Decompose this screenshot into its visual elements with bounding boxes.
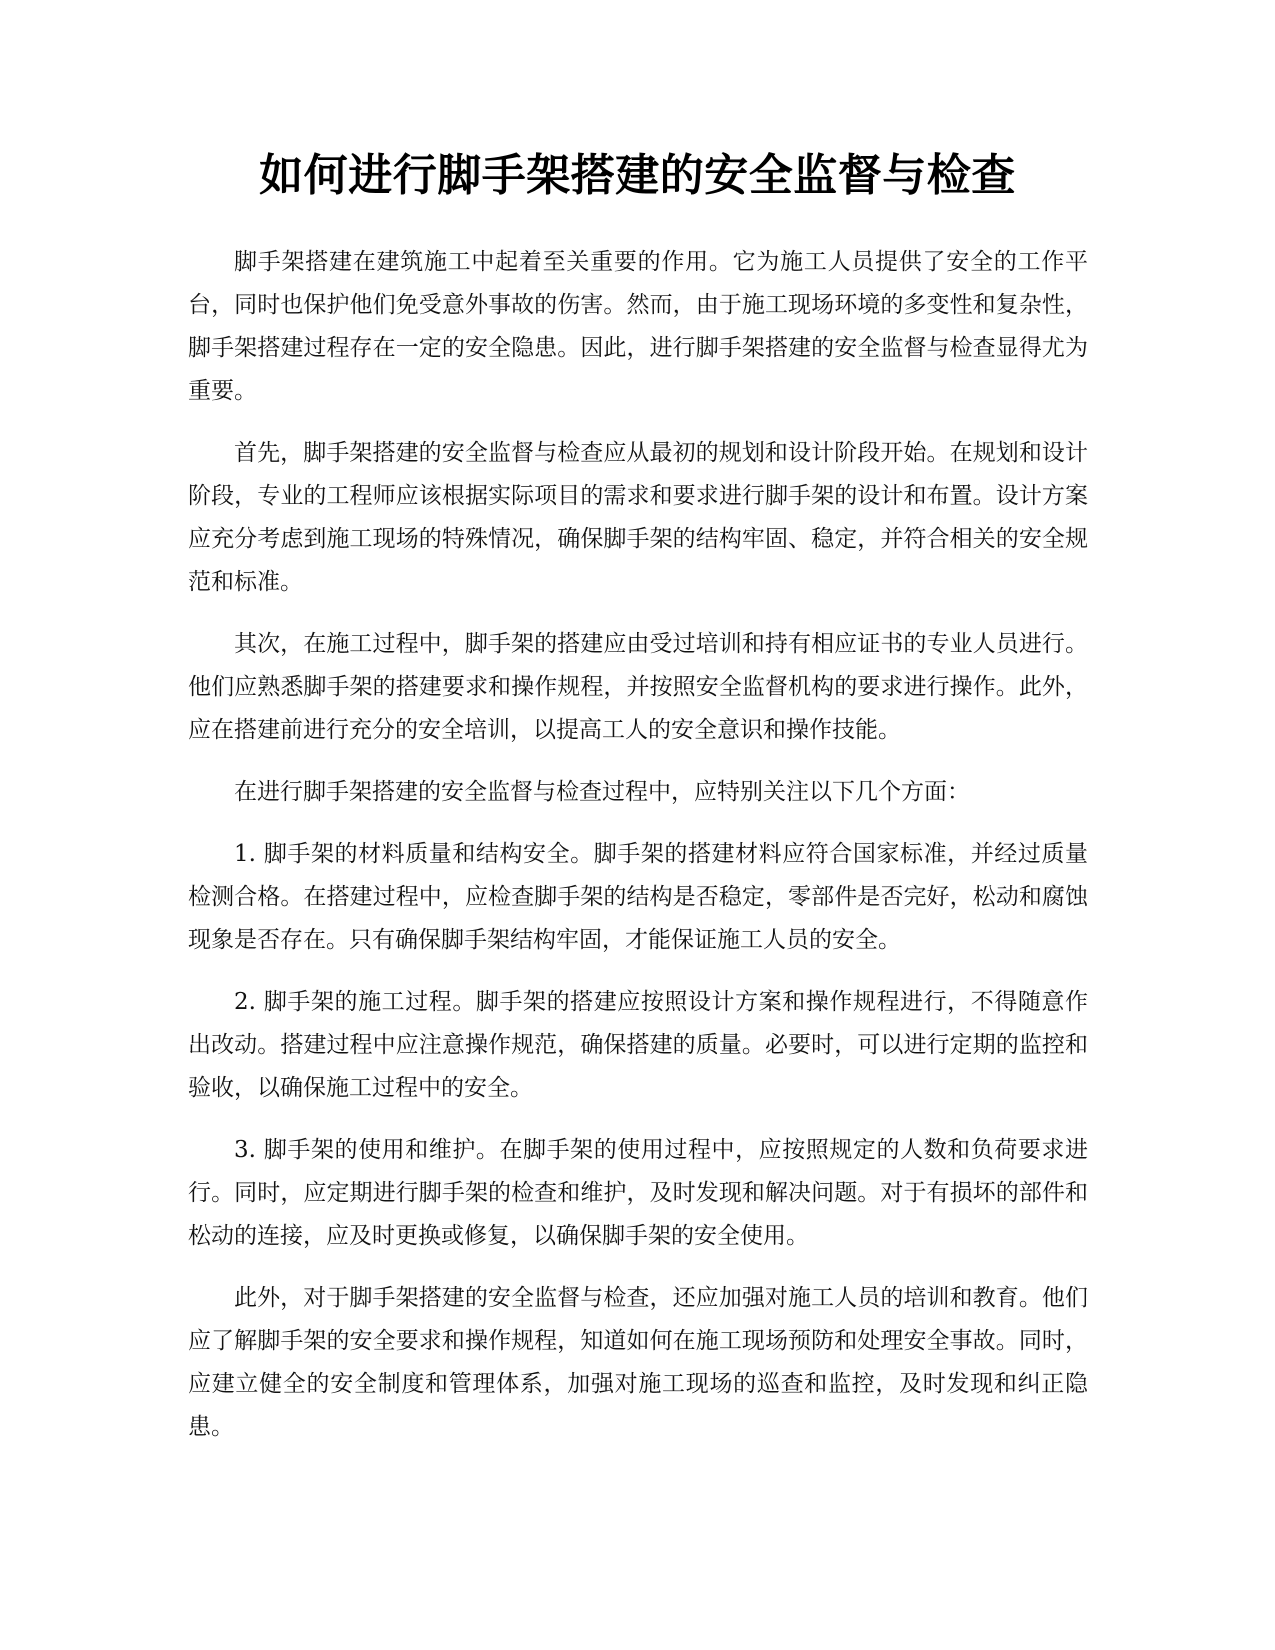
paragraph-training: 此外，对于脚手架搭建的安全监督与检查，还应加强对施工人员的培训和教育。他们应了解脚手架的安全要求和操作规程，知道如何在施工现场预防和处理安全事故。同时，应建立健全的安全制度和管理体系，加强对施工现场的巡查和监控，及时发现和纠正隐患。: [188, 1285, 1088, 1440]
paragraph-construction: 其次，在施工过程中，脚手架的搭建应由受过培训和持有相应证书的专业人员进行。他们应熟悉脚手架的搭建要求和操作规程，并按照安全监督机构的要求进行操作。此外，应在搭建前进行充分的安全培训，以提高工人的安全意识和操作技能。: [188, 631, 1088, 743]
document-body: [188, 241, 1088, 1468]
paragraph-item-2: 2. 脚手架的施工过程。脚手架的搭建应按照设计方案和操作规程进行，不得随意作出改动。搭建过程中应注意操作规范，确保搭建的质量。必要时，可以进行定期的监控和验收，以确保施工过程中的安全。: [188, 989, 1088, 1101]
document-title: 如何进行脚手架搭建的安全监督与检查: [259, 150, 1016, 201]
paragraph-planning: 首先，脚手架搭建的安全监督与检查应从最初的规划和设计阶段开始。在规划和设计阶段，专业的工程师应该根据实际项目的需求和要求进行脚手架的设计和布置。设计方案应充分考虑到施工现场的特殊情况，确保脚手架的结构牢固、稳定，并符合相关的安全规范和标准。: [188, 440, 1088, 595]
paragraph-aspects-intro: 在进行脚手架搭建的安全监督与检查过程中，应特别关注以下几个方面：: [234, 779, 970, 805]
paragraph-item-3: 3. 脚手架的使用和维护。在脚手架的使用过程中，应按照规定的人数和负荷要求进行。同时，应定期进行脚手架的检查和维护，及时发现和解决问题。对于有损坏的部件和松动的连接，应及时更换或修复，以确保脚手架的安全使用。: [188, 1137, 1088, 1249]
paragraph-intro: 脚手架搭建在建筑施工中起着至关重要的作用。它为施工人员提供了安全的工作平台，同时也保护他们免受意外事故的伤害。然而，由于施工现场环境的多变性和复杂性，脚手架搭建过程存在一定的安全隐患。因此，进行脚手架搭建的安全监督与检查显得尤为重要。: [188, 249, 1088, 404]
paragraph-item-1: 1. 脚手架的材料质量和结构安全。脚手架的搭建材料应符合国家标准，并经过质量检测合格。在搭建过程中，应检查脚手架的结构是否稳定，零部件是否完好，松动和腐蚀现象是否存在。只有确保脚手架结构牢固，才能保证施工人员的安全。: [188, 841, 1088, 953]
